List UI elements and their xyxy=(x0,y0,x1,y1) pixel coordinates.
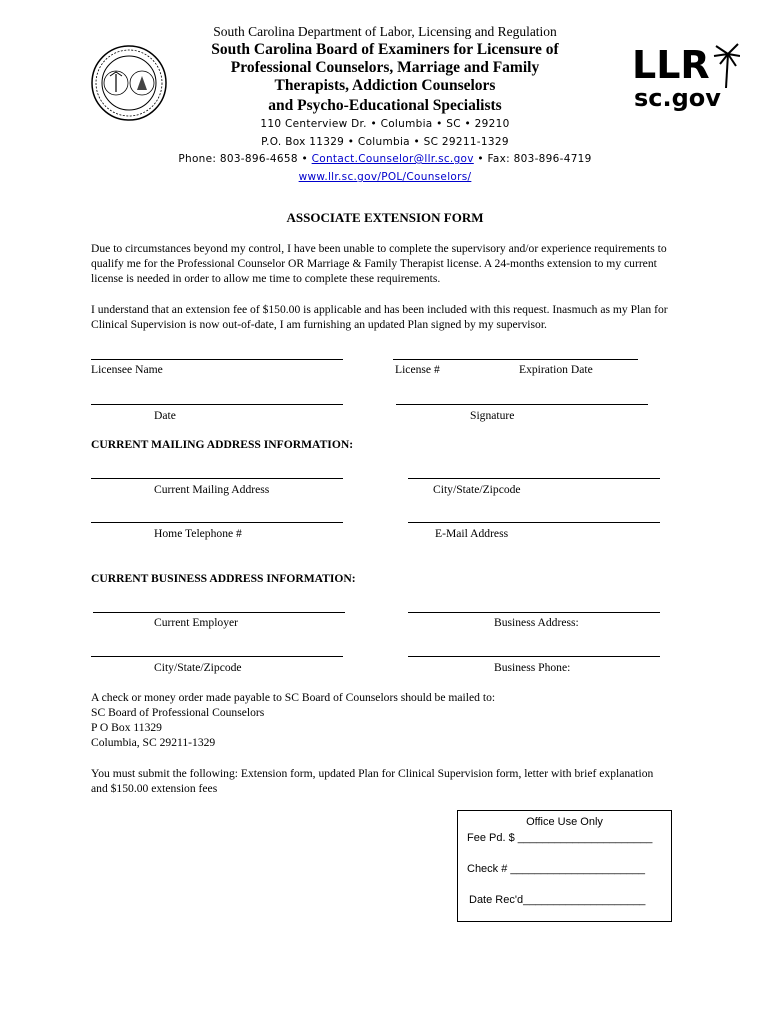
mail-city: Columbia, SC 29211-1329 xyxy=(91,736,216,749)
employer-label: Current Employer xyxy=(154,616,239,629)
board-name-line4: and Psycho-Educational Specialists xyxy=(268,97,502,114)
street-address: 110 Centerview Dr. • Columbia • SC • 29210 xyxy=(260,118,510,130)
mail-recipient: SC Board of Professional Counselors xyxy=(91,706,265,719)
license-expiration-line[interactable] xyxy=(393,359,638,360)
business-city-line[interactable] xyxy=(91,656,343,657)
svg-text:LLR: LLR xyxy=(632,43,710,87)
mail-instruction: A check or money order made payable to SC Board of Counselors should be mailed to: xyxy=(91,691,496,704)
business-city-label: City/State/Zipcode xyxy=(154,661,242,674)
mailing-city-label: City/State/Zipcode xyxy=(433,483,521,496)
date-received-field: Date Rec'd____________________ xyxy=(469,894,646,906)
home-telephone-line[interactable] xyxy=(91,522,343,523)
submit-requirements: You must submit the following: Extension form, updated Plan for Clinical Supervision form, letter with brief explanation and $150.00 extension fees xyxy=(91,767,654,795)
signature-line[interactable] xyxy=(396,404,648,405)
board-name-line3: Therapists, Addiction Counselors xyxy=(274,77,496,94)
licensee-name-line[interactable] xyxy=(91,359,343,360)
contact-line xyxy=(0,153,770,165)
business-phone-label: Business Phone: xyxy=(494,661,571,674)
license-number-label: License # xyxy=(395,363,440,376)
website-link[interactable]: www.llr.sc.gov/POL/Counselors/ xyxy=(298,171,472,183)
mailing-address-label: Current Mailing Address xyxy=(154,483,270,496)
signature-label: Signature xyxy=(470,409,515,422)
home-telephone-label: Home Telephone # xyxy=(154,527,242,540)
mailing-city-line[interactable] xyxy=(408,478,660,479)
mailing-address-heading: CURRENT MAILING ADDRESS INFORMATION: xyxy=(91,438,354,451)
po-box-address: P.O. Box 11329 • Columbia • SC 29211-1329 xyxy=(261,136,509,148)
email-address-label: E-Mail Address xyxy=(435,527,509,540)
svg-text:sc.gov: sc.gov xyxy=(634,84,721,112)
office-use-heading: Office Use Only xyxy=(526,816,603,828)
form-title: ASSOCIATE EXTENSION FORM xyxy=(286,210,484,225)
intro-paragraph: Due to circumstances beyond my control, I have been unable to complete the supervisory and/or experience requirements to qualify me for the Professional Counselor OR Marriage & Family Therapist license. A 24-months extension to my current license is needed in order to allow me time to complete these requirements. xyxy=(91,242,667,285)
email-link[interactable]: Contact.Counselor@llr.sc.gov xyxy=(311,153,474,165)
business-phone-line[interactable] xyxy=(408,656,660,657)
phone-text: Phone: 803-896-4658 • xyxy=(178,153,312,165)
website-line xyxy=(0,171,770,183)
board-name-line1: South Carolina Board of Examiners for Licensure of xyxy=(211,41,559,58)
board-name-line2: Professional Counselors, Marriage and Family xyxy=(230,59,540,76)
check-number-field: Check # ______________________ xyxy=(467,863,645,875)
employer-line[interactable] xyxy=(93,612,345,613)
business-address-heading: CURRENT BUSINESS ADDRESS INFORMATION: xyxy=(91,572,356,585)
mailing-address-line[interactable] xyxy=(91,478,343,479)
expiration-date-label: Expiration Date xyxy=(519,363,593,376)
email-address-line[interactable] xyxy=(408,522,660,523)
department-name: South Carolina Department of Labor, Licensing and Regulation xyxy=(213,24,557,39)
date-line[interactable] xyxy=(91,404,343,405)
date-label: Date xyxy=(154,409,176,422)
fee-paid-field: Fee Pd. $ ______________________ xyxy=(467,832,653,844)
business-address-line[interactable] xyxy=(408,612,660,613)
business-address-label: Business Address: xyxy=(494,616,579,629)
fax-text: • Fax: 803-896-4719 xyxy=(473,153,592,165)
fee-paragraph: I understand that an extension fee of $150.00 is applicable and has been included with this request. Inasmuch as my Plan for Clinical Supervision is now out-of-date, I am furnishing an updated Plan signed by my supervisor. xyxy=(91,303,668,331)
licensee-name-label: Licensee Name xyxy=(91,363,163,376)
mail-po-box: P O Box 11329 xyxy=(91,721,162,734)
office-use-box xyxy=(457,810,672,922)
